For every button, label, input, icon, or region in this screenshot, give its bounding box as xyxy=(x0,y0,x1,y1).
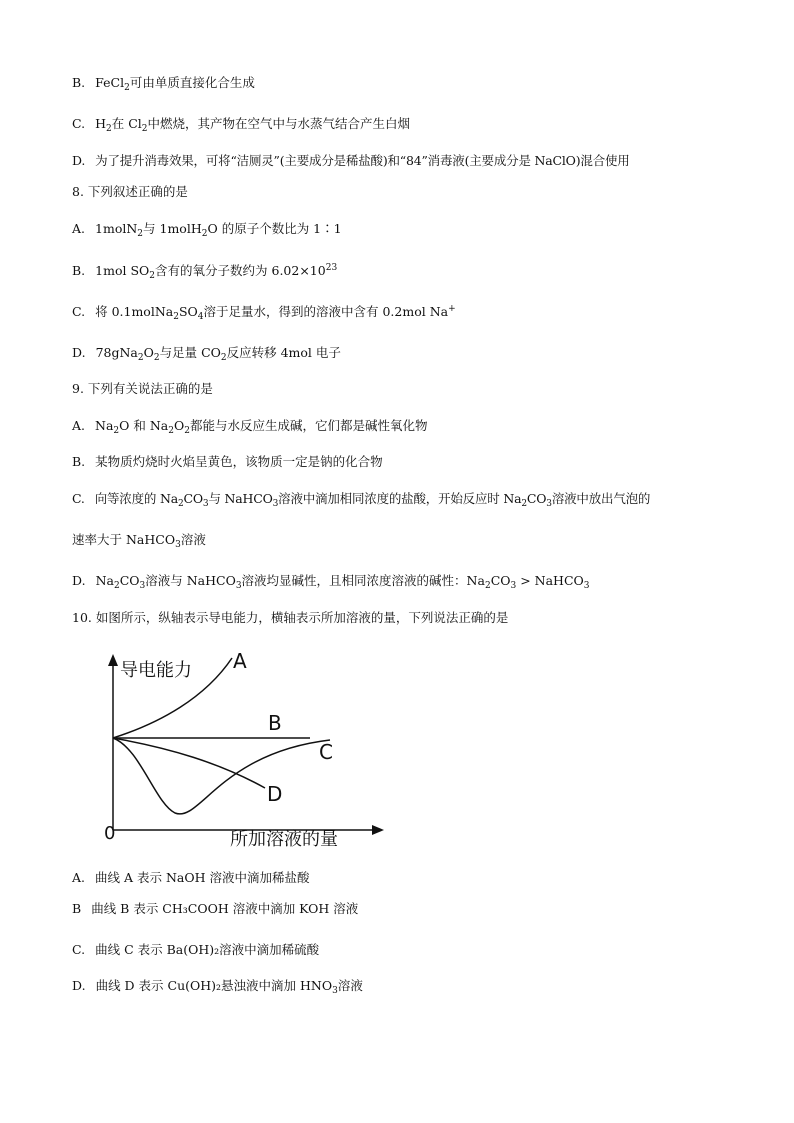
option-d-disinfect: D. 为了提升消毒效果，可将“洁厕灵”(主要成分是稀盐酸)和“84”消毒液(主要成分是 NaClO)混合使用 xyxy=(72,153,630,168)
q9-option-b: B. 某物质灼烧时火焰呈黄色，该物质一定是钠的化合物 xyxy=(72,454,383,469)
curve-b-label: B xyxy=(268,711,282,735)
question-9: 9. 下列有关说法正确的是 xyxy=(72,381,213,396)
q9-option-c: C. 向等浓度的 $Na_2CO_3$与 NaHCO$_3$溶液中滴加相同浓度的盐酸，开始反应时 $Na_2CO_3$溶液中放出气泡的 xyxy=(72,491,651,509)
q9-option-c-cont: 速率大于 NaHCO$_3$溶液 xyxy=(72,532,206,550)
option-b-fecl2: B. FeCl$_2$可由单质直接化合生成 xyxy=(72,75,255,93)
origin-label: 0 xyxy=(104,823,116,844)
option-c-h2: C. $H_2$在 $Cl_2$中燃烧，其产物在空气中与水蒸气结合产生白烟 xyxy=(72,116,411,134)
question-10: 10. 如图所示，纵轴表示导电能力，横轴表示所加溶液的量，下列说法正确的是 xyxy=(72,610,509,625)
q10-option-b: B 曲线 B 表示 CH₃COOH 溶液中滴加 KOH 溶液 xyxy=(72,901,359,916)
q9-option-d: D. $Na_2CO_3$溶液与 NaHCO$_3$溶液均显碱性，且相同浓度溶液的碱性：$Na_2CO_3$ > NaHCO$_3$ xyxy=(72,573,590,591)
curve-c-label: C xyxy=(319,740,333,764)
q10-option-d: D. 曲线 D 表示 Cu(OH)₂悬浊液中滴加 $HNO_3$溶液 xyxy=(72,978,363,996)
conductivity-figure xyxy=(100,648,400,858)
curve-d xyxy=(113,738,265,788)
q10-option-a: A. 曲线 A 表示 NaOH 溶液中滴加稀盐酸 xyxy=(72,870,310,885)
curve-d-label: D xyxy=(267,782,283,806)
question-8: 8. 下列叙述正确的是 xyxy=(72,184,188,199)
curve-c xyxy=(113,738,330,814)
x-axis-label: 所加溶液的量 xyxy=(230,829,338,850)
x-axis-arrow-icon xyxy=(372,825,384,835)
q8-option-b: B. 1mol $SO_2$含有的氧分子数约为 $6.02\times 10^{23}$ xyxy=(72,263,338,281)
q9-option-a: A. $Na_2O$ 和 $Na_2O_2$都能与水反应生成碱，它们都是碱性氧化物 xyxy=(72,418,428,436)
y-axis-arrow-icon xyxy=(108,654,118,666)
curve-a-label: A xyxy=(233,649,247,673)
q8-option-c: C. 将 $0.1molNa_2SO_4$溶于足量水，得到的溶液中含有 0.2mol Na+ xyxy=(72,304,456,322)
q10-option-c: C. 曲线 C 表示 Ba(OH)₂溶液中滴加稀硫酸 xyxy=(72,942,320,957)
q8-option-a: A. 1molN$_2$与 1molH$_2$O 的原子个数比为 1∶1 xyxy=(72,221,342,239)
y-axis-label: 导电能力 xyxy=(120,660,192,681)
q8-option-d: D. $78gNa_2O_2$与足量 $CO_2$反应转移 4mol 电子 xyxy=(72,345,341,363)
